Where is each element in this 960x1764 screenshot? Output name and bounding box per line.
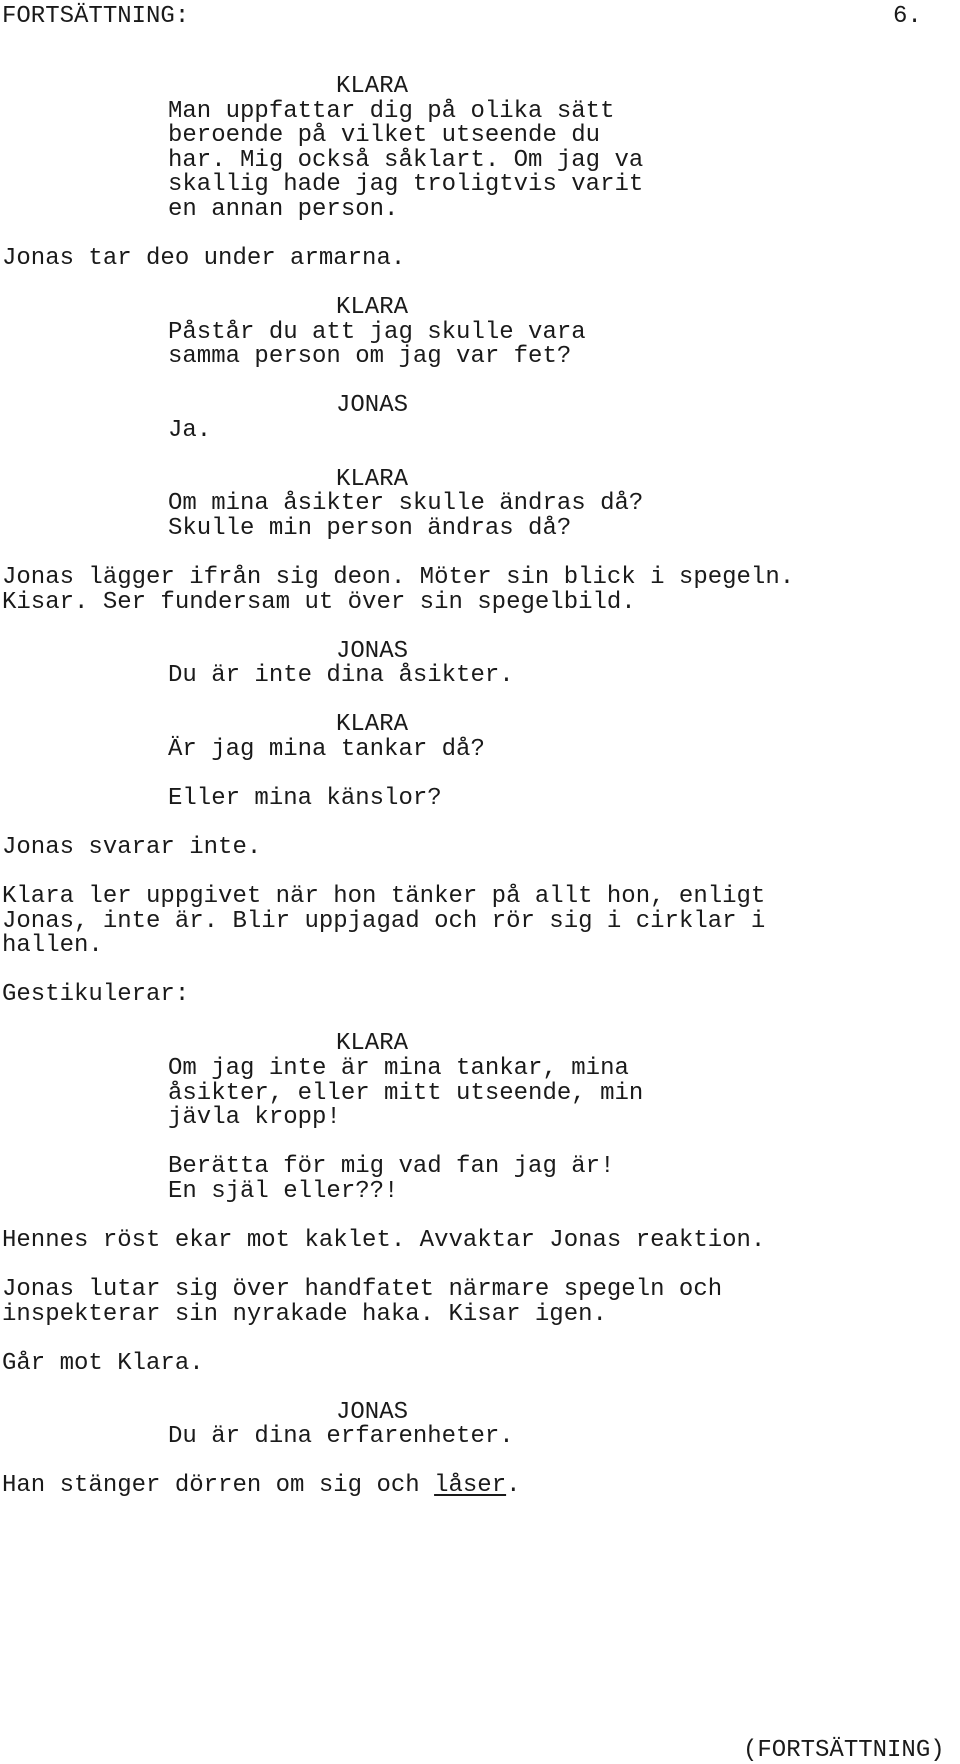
- action-line: Gestikulerar:: [2, 981, 190, 1009]
- page-number: 6.: [893, 3, 922, 30]
- character-cue: JONAS: [336, 392, 409, 420]
- continued-header: FORTSÄTTNING:: [2, 3, 190, 30]
- action-line: inspekterar sin nyrakade haka. Kisar igen.: [2, 1300, 607, 1328]
- character-cue: KLARA: [336, 1030, 409, 1058]
- action-line: Jonas lutar sig över handfatet närmare spegeln och: [2, 1275, 723, 1303]
- dialogue-line: jävla kropp!: [168, 1104, 341, 1132]
- action-text: Han stänger dörren om sig och: [2, 1472, 435, 1500]
- action-line: [2, 1472, 521, 1499]
- dialogue-line: har. Mig också såklart. Om jag va: [168, 146, 644, 174]
- character-cue: KLARA: [336, 73, 409, 100]
- character-cue: JONAS: [336, 1398, 409, 1426]
- dialogue-line: Eller mina känslor?: [168, 784, 442, 812]
- dialogue-line: Berätta för mig vad fan jag är!: [168, 1153, 615, 1181]
- underlined-word: låser: [434, 1472, 507, 1500]
- action-line: Hennes röst ekar mot kaklet. Avvaktar Jonas reaktion.: [2, 1226, 766, 1254]
- action-text: .: [506, 1472, 521, 1500]
- action-line: Går mot Klara.: [2, 1349, 204, 1377]
- action-line: Jonas lägger ifrån sig deon. Möter sin blick i spegeln.: [2, 564, 795, 591]
- dialogue-line: Är jag mina tankar då?: [168, 735, 485, 763]
- dialogue-line: Du är inte dina åsikter.: [168, 662, 514, 690]
- dialogue-line: beroende på vilket utseende du: [168, 122, 601, 150]
- dialogue-line: samma person om jag var fet?: [168, 343, 572, 371]
- dialogue-line: En själ eller??!: [168, 1177, 399, 1205]
- dialogue-line: Du är dina erfarenheter.: [168, 1423, 514, 1451]
- dialogue-line: Om mina åsikter skulle ändras då?: [168, 490, 644, 518]
- dialogue-line: en annan person.: [168, 195, 399, 223]
- action-line: Jonas, inte är. Blir uppjagad och rör sig i cirklar i: [2, 907, 766, 935]
- dialogue-line: Ja.: [168, 416, 212, 444]
- continued-footer: (FORTSÄTTNING): [743, 1737, 945, 1764]
- dialogue-line: Skulle min person ändras då?: [168, 514, 572, 542]
- action-line: Kisar. Ser fundersam ut över sin spegelbild.: [2, 588, 636, 616]
- action-line: Klara ler uppgivet när hon tänker på allt hon, enligt: [2, 883, 766, 911]
- dialogue-line: Påstår du att jag skulle vara: [168, 318, 586, 346]
- dialogue-line: skallig hade jag troligtvis varit: [168, 171, 644, 199]
- dialogue-line: Man uppfattar dig på olika sätt: [168, 97, 615, 125]
- dialogue-line: åsikter, eller mitt utseende, min: [168, 1079, 644, 1107]
- character-cue: JONAS: [336, 637, 409, 665]
- action-line: Jonas tar deo under armarna.: [2, 244, 406, 272]
- action-line: hallen.: [2, 932, 103, 960]
- character-cue: KLARA: [336, 465, 409, 493]
- dialogue-line: Om jag inte är mina tankar, mina: [168, 1055, 629, 1082]
- character-cue: KLARA: [336, 711, 409, 739]
- character-cue: KLARA: [336, 294, 409, 321]
- action-line: Jonas svarar inte.: [2, 834, 262, 861]
